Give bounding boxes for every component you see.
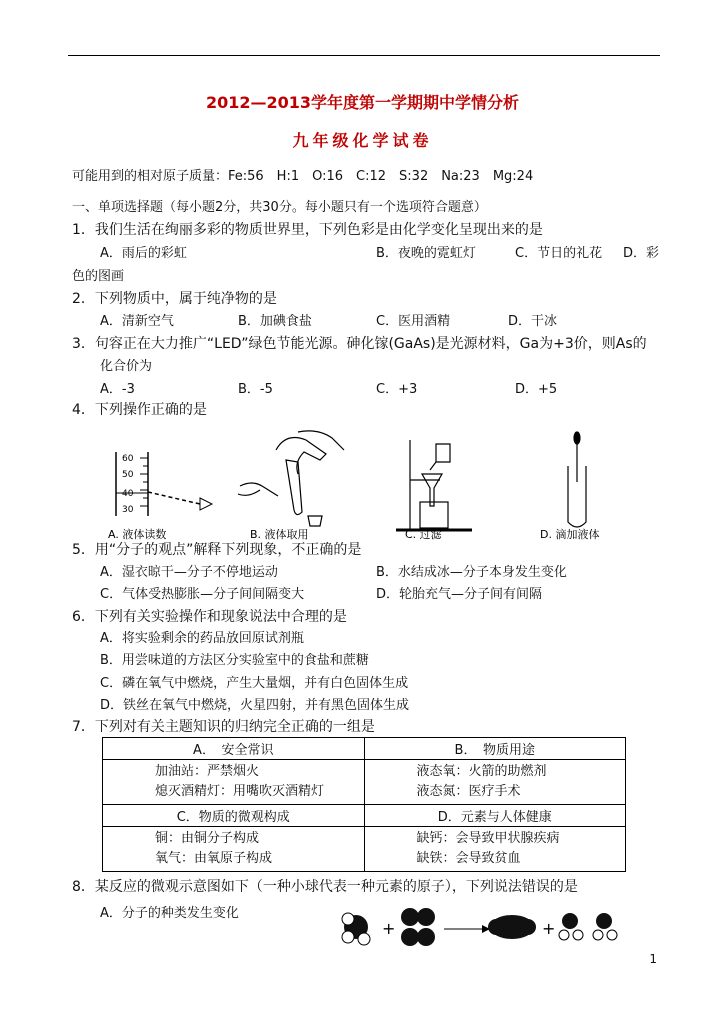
atomic-masses: 可能用到的相对原子质量：Fe:56 H:1 O:16 C:12 S:32 Na:23 Mg:24 <box>72 169 534 184</box>
table-cell-a: 加油站：严禁烟火 熄灭酒精灯：用嘴吹灭酒精灯 <box>103 760 365 805</box>
lab-operation-figures <box>100 430 640 542</box>
q6-option-a: A．将实验剩余的药品放回原试剂瓶 <box>100 631 304 646</box>
q5-option-a: A．湿衣晾干—分子不停地运动 <box>100 565 278 580</box>
q1-option-d: D．彩 <box>623 246 660 261</box>
q5-option-b: B．水结成冰—分子本身发生变化 <box>376 565 567 580</box>
q3-option-b: B．-5 <box>238 382 273 397</box>
q1-option-d-cont: 色的图画 <box>72 269 125 284</box>
figure-b-caption: B. 液体取用 <box>250 528 309 541</box>
product-molecule-2 <box>559 913 617 940</box>
q6-option-c: C．磷在氧气中燃烧，产生大量烟，并有白色固体生成 <box>100 676 409 691</box>
q3-option-c: C．+3 <box>376 382 418 397</box>
figure-d-caption: D. 滴加液体 <box>540 528 600 541</box>
measuring-cylinder-figure <box>116 452 212 516</box>
question-1-stem: 1．我们生活在绚丽多彩的物质世界里，下列色彩是由化学变化呈现出来的是 <box>72 222 543 238</box>
q5-option-d: D．轮胎充气—分子间有间隔 <box>376 587 543 602</box>
header-rule <box>68 55 660 56</box>
q1-option-b: B．夜晚的霓虹灯 <box>376 246 476 261</box>
q2-option-b: B．加碘食盐 <box>238 314 312 329</box>
svg-text:50: 50 <box>122 470 134 480</box>
plus-sign-1: + <box>382 919 396 938</box>
question-3-stem-cont: 化合价为 <box>100 359 153 374</box>
q3-option-d: D．+5 <box>515 382 558 397</box>
table-cell-d: 缺钙：会导致甲状腺疾病 缺铁：会导致贫血 <box>364 827 626 872</box>
q6-option-d: D．铁丝在氧气中燃烧，火星四射，并有黑色固体生成 <box>100 698 410 713</box>
table-cell-b: 液态氧：火箭的助燃剂 液态氮：医疗手术 <box>364 760 626 805</box>
plus-sign-2: + <box>542 919 556 938</box>
q8-option-a: A．分子的种类发生变化 <box>100 906 239 921</box>
question-6-stem: 6．下列有关实验操作和现象说法中合理的是 <box>72 609 347 625</box>
q2-option-a: A．清新空气 <box>100 314 174 329</box>
question-4-stem: 4．下列操作正确的是 <box>72 402 207 418</box>
reaction-diagram <box>330 905 630 951</box>
filtration-figure <box>396 440 472 530</box>
product-molecule-1 <box>488 915 536 939</box>
exam-subtitle: 九年级化学试卷 <box>292 131 433 150</box>
svg-text:40: 40 <box>122 489 134 499</box>
svg-text:30: 30 <box>122 505 134 515</box>
figure-c-caption: C. 过滤 <box>405 528 442 541</box>
question-5-stem: 5．用“分子的观点”解释下列现象，不正确的是 <box>72 542 362 558</box>
question-3-stem: 3．句容正在大力推广“LED”绿色节能光源。砷化镓(GaAs)是光源材料，Ga为+3价，则As的 <box>72 336 647 352</box>
section-heading: 一、单项选择题（每小题2分，共30分。每小题只有一个选项符合题意） <box>72 200 487 215</box>
question-7-stem: 7．下列对有关主题知识的归纳完全正确的一组是 <box>72 719 375 735</box>
knowledge-table <box>102 737 626 872</box>
svg-text:60: 60 <box>122 454 134 464</box>
table-header-d: D．元素与人体健康 <box>364 805 626 827</box>
question-2-stem: 2．下列物质中，属于纯净物的是 <box>72 291 277 307</box>
page-number: 1 <box>649 952 657 966</box>
figure-a-caption: A. 液体读数 <box>108 528 167 541</box>
q1-option-a: A．雨后的彩虹 <box>100 246 187 261</box>
dropper-figure <box>568 432 586 527</box>
table-header-a: A． 安全常识 <box>103 738 365 760</box>
q1-option-c: C．节日的礼花 <box>515 246 603 261</box>
q6-option-b: B．用尝味道的方法区分实验室中的食盐和蔗糖 <box>100 653 369 668</box>
table-header-b: B． 物质用途 <box>364 738 626 760</box>
reactant-molecule-1 <box>342 913 370 945</box>
q5-option-c: C．气体受热膨胀—分子间间隔变大 <box>100 587 305 602</box>
exam-title: 2012—2013学年度第一学期期中学情分析 <box>205 93 520 112</box>
table-cell-c: 铜：由铜分子构成 氧气：由氧原子构成 <box>103 827 365 872</box>
q3-option-a: A．-3 <box>100 382 135 397</box>
question-8-stem: 8．某反应的微观示意图如下（一种小球代表一种元素的原子），下列说法错误的是 <box>72 879 578 895</box>
q2-option-d: D．干冰 <box>508 314 558 329</box>
pouring-liquid-figure <box>238 431 344 526</box>
table-header-c: C．物质的微观构成 <box>103 805 365 827</box>
reactant-molecule-2 <box>401 908 435 946</box>
q2-option-c: C．医用酒精 <box>376 314 451 329</box>
